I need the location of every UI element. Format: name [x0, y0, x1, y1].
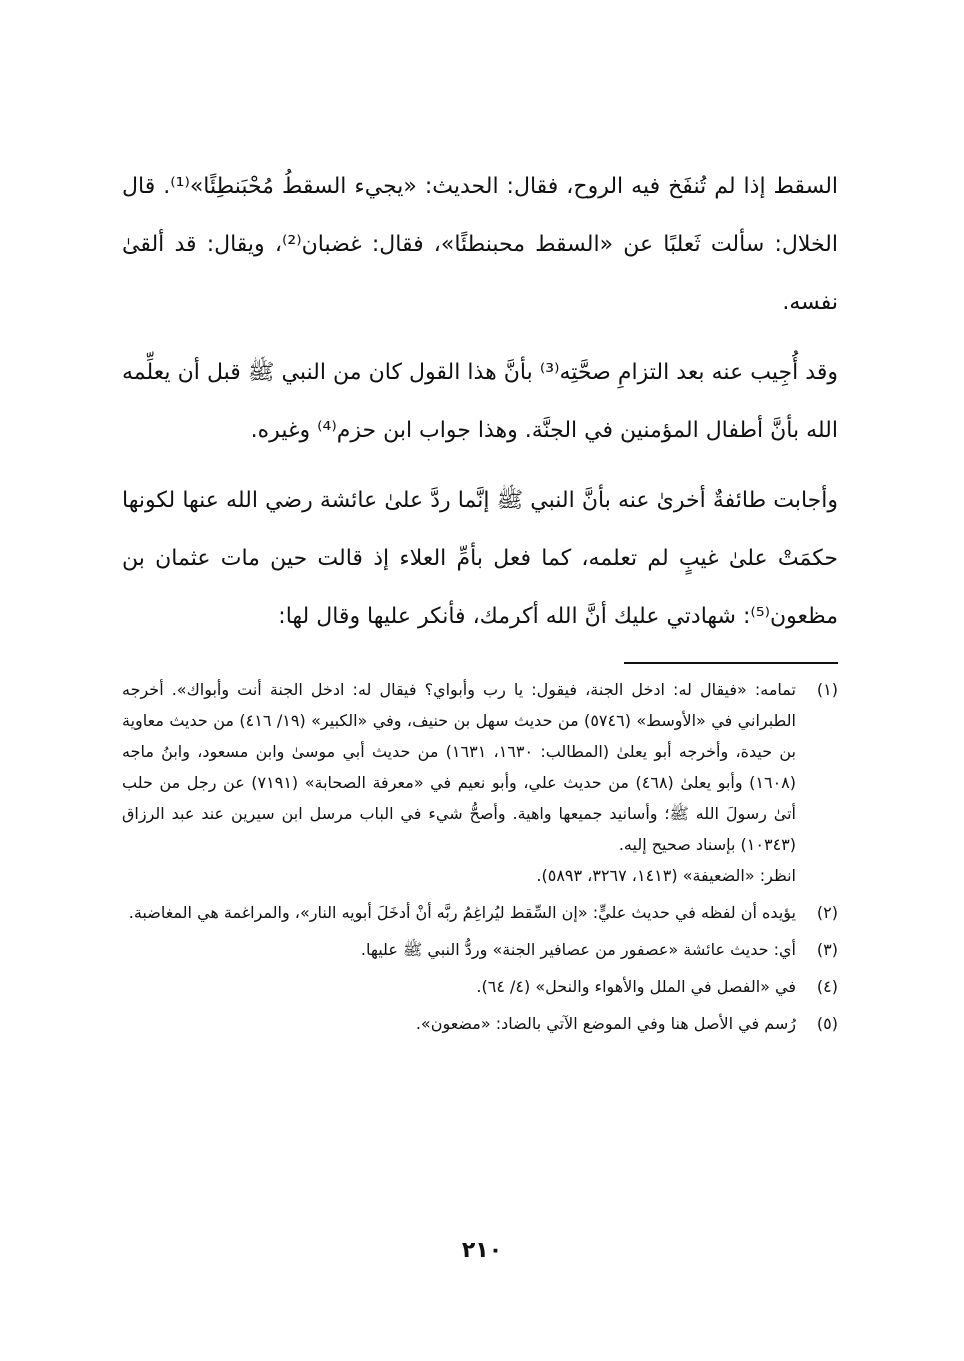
footnote-divider	[624, 662, 838, 664]
footnote-number: (٣)	[816, 940, 838, 959]
footnote-3	[122, 934, 838, 965]
footnote-2	[122, 897, 838, 928]
footnote-4	[122, 971, 838, 1002]
paragraph-2: وقد أُجِيب عنه بعد التزامِ صحَّتِه⁽³⁾ بأنَّ هذا القول كان من النبي ﷺ قبل أن يعلِّمه الله بأنَّ أطفال المؤمنين في الجنَّة. وهذا جواب ابن حزم⁽⁴⁾ وغيره.	[122, 360, 838, 443]
footnote-body	[122, 934, 796, 965]
footnote-number: (٢)	[816, 903, 838, 922]
footnote-text: رُسم في الأصل هنا وفي الموضع الآتي بالضاد: «مضعون».	[415, 1014, 796, 1033]
footnote-text: يؤيده أن لفظه في حديث عليٍّ: «إن السِّقط ليُراغِمُ ربَّه أنْ أدخَلَ أبويه النار»، والمراغمة هي المغاضبة.	[128, 903, 796, 922]
paragraph-1: السقط إذا لم تُنفَخ فيه الروح، فقال: الحديث: «يجيء السقطُ مُحْبَنطِئًا»⁽¹⁾. قال الخلال: سألت ثَعلبًا عن «السقط محبنطئًا»، فقال: غضبان⁽²⁾، ويقال: قد ألقىٰ نفسه.	[122, 174, 839, 315]
footnote-number: (١)	[816, 680, 838, 699]
footnote-5	[122, 1008, 838, 1039]
footnote-1	[122, 674, 838, 891]
footnote-body	[122, 674, 796, 891]
footnote-text: انظر: «الضعيفة» (١٤١٣، ٣٢٦٧، ٥٨٩٣).	[536, 866, 796, 885]
footnote-body	[122, 897, 796, 928]
footnote-body	[122, 971, 796, 1002]
footnotes	[122, 674, 838, 1045]
footnote-number: (٤)	[816, 977, 838, 996]
paragraph-3: وأجابت طائفةٌ أخرىٰ عنه بأنَّ النبي ﷺ إنَّما ردَّ علىٰ عائشة رضي الله عنها لكونها حكمَتْ علىٰ غيبٍ لم تعلمه، كما فعل بأمِّ العلاء إذ قالت حين مات عثمان بن مظعون⁽⁵⁾: شهادتي عليك أنَّ الله أكرمك، فأنكر عليها وقال لها:	[122, 488, 838, 629]
footnote-body	[122, 1008, 796, 1039]
footnote-text: أي: حديث عائشة «عصفور من عصافير الجنة» وردُّ النبي ﷺ عليها.	[360, 940, 796, 959]
footnote-text: تمامه: «فيقال له: ادخل الجنة، فيقول: يا رب وأبواي؟ فيقال له: ادخل الجنة أنت وأبواك». أخرجه الطبراني في «الأوسط» (٥٧٤٦) من حديث سهل بن حنيف، وفي «الكبير» (١٩/ ٤١٦) من حديث معاوية بن حيدة، وأخرجه أبو يعلىٰ (المطالب: ١٦٣٠، ١٦٣١) من حديث أبي موسىٰ وابن مسعود، وابنُ ماجه (١٦٠٨) وأبو يعلىٰ (٤٦٨) من حديث علي، وأبو نعيم في «معرفة الصحابة» (٧١٩١) عن رجل من حلب أتىٰ رسولَ الله ﷺ؛ وأسانيد جميعها واهية. وأصحُّ شيء في الباب مرسل ابن سيرين عند عبد الرزاق (١٠٣٤٣) بإسناد صحيح إليه.	[122, 680, 797, 854]
main-text	[122, 158, 838, 658]
footnote-text: في «الفصل في الملل والأهواء والنحل» (٤/ ٦٤).	[476, 977, 796, 996]
footnote-number: (٥)	[816, 1014, 838, 1033]
page-number: ٢١٠	[461, 1238, 503, 1263]
